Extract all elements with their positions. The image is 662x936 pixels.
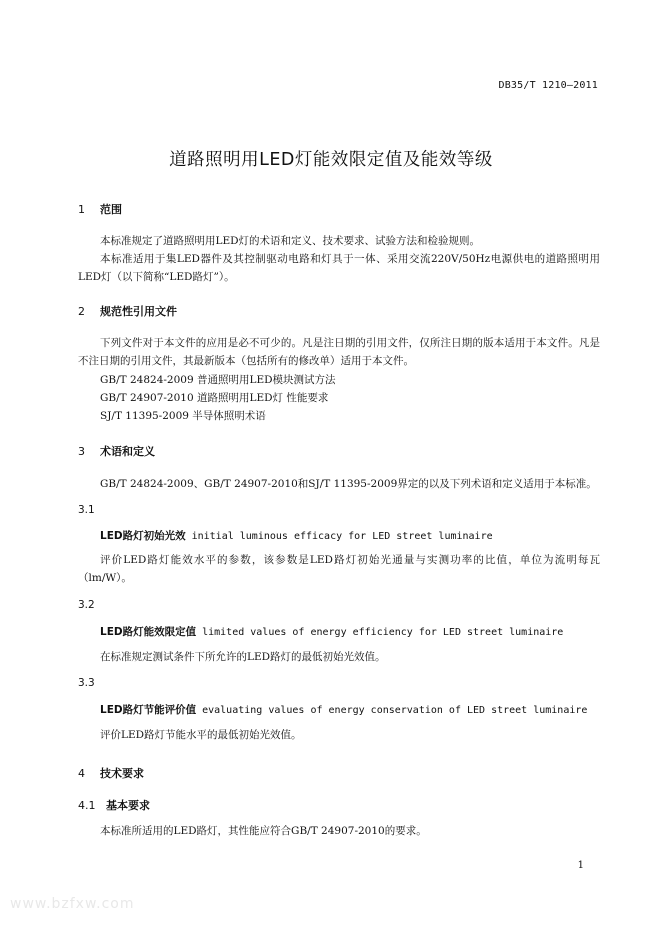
section-1-paragraph-2: 本标准适用于集LED器件及其控制驱动电路和灯具于一体、采用交流220V/50Hz电源供电的道路照明用LED灯（以下简称“LED路灯”）。 (78, 253, 600, 283)
section-title: 范围 (100, 203, 122, 216)
subsection-number: 4.1 (78, 799, 96, 812)
term-heading (100, 528, 493, 543)
section-title: 技术要求 (100, 767, 144, 780)
reference-item: SJ/T 11395-2009 半导体照明术语 (100, 410, 266, 422)
page-number: 1 (577, 860, 584, 871)
term-name-zh: LED路灯初始光效 (100, 530, 186, 542)
section-title: 规范性引用文件 (100, 305, 177, 318)
term-name-en: evaluating values of energy conservation of LED street luminaire (202, 705, 588, 716)
section-2-intro: 下列文件对于本文件的应用是必不可少的。凡是注日期的引用文件，仅所注日期的版本适用于本文件。凡是不注日期的引用文件，其最新版本（包括所有的修改单）适用于本文件。 (78, 337, 600, 367)
term-definition: 评价LED路灯节能水平的最低初始光效值。 (100, 729, 302, 741)
section-title: 术语和定义 (100, 445, 155, 458)
reference-item: GB/T 24824-2009 普通照明用LED模块测试方法 (100, 374, 336, 386)
term-number: 3.2 (78, 599, 95, 611)
term-definition: 在标准规定测试条件下所允许的LED路灯的最低初始光效值。 (100, 651, 386, 663)
reference-item: GB/T 24907-2010 道路照明用LED灯 性能要求 (100, 392, 329, 404)
term-number: 3.3 (78, 677, 95, 689)
term-definition: 评价LED路灯能效水平的参数，该参数是LED路灯初始光通量与实测功率的比值，单位为流明每瓦（lm/W）。 (78, 554, 600, 584)
subsection-4-1-text: 本标准所适用的LED路灯，其性能应符合GB/T 24907-2010的要求。 (100, 825, 427, 837)
term-name-zh: LED路灯节能评价值 (100, 704, 197, 716)
section-2-heading (78, 303, 177, 319)
term-number: 3.1 (78, 504, 95, 516)
section-number: 3 (78, 445, 85, 458)
subsection-4-1-heading (78, 797, 150, 813)
section-1-heading (78, 201, 122, 217)
watermark: www.bzfxw.com (10, 896, 135, 912)
section-number: 4 (78, 767, 85, 780)
standard-code: DB35/T 1210—2011 (498, 80, 598, 91)
term-name-en: initial luminous efficacy for LED street luminaire (191, 531, 493, 542)
section-1-paragraph-1: 本标准规定了道路照明用LED灯的术语和定义、技术要求、试验方法和检验规则。 (100, 235, 481, 247)
term-name-zh: LED路灯能效限定值 (100, 626, 197, 638)
subsection-title: 基本要求 (106, 799, 150, 812)
section-number: 1 (78, 203, 85, 216)
term-heading (100, 702, 587, 717)
section-4-heading (78, 765, 144, 781)
term-heading (100, 624, 563, 639)
section-3-intro: GB/T 24824-2009、GB/T 24907-2010和SJ/T 11395-2009界定的以及下列术语和定义适用于本标准。 (100, 478, 597, 490)
term-name-en: limited values of energy efficiency for LED street luminaire (202, 627, 564, 638)
document-title: 道路照明用LED灯能效限定值及能效等级 (169, 150, 493, 170)
section-number: 2 (78, 305, 85, 318)
section-3-heading (78, 443, 155, 459)
